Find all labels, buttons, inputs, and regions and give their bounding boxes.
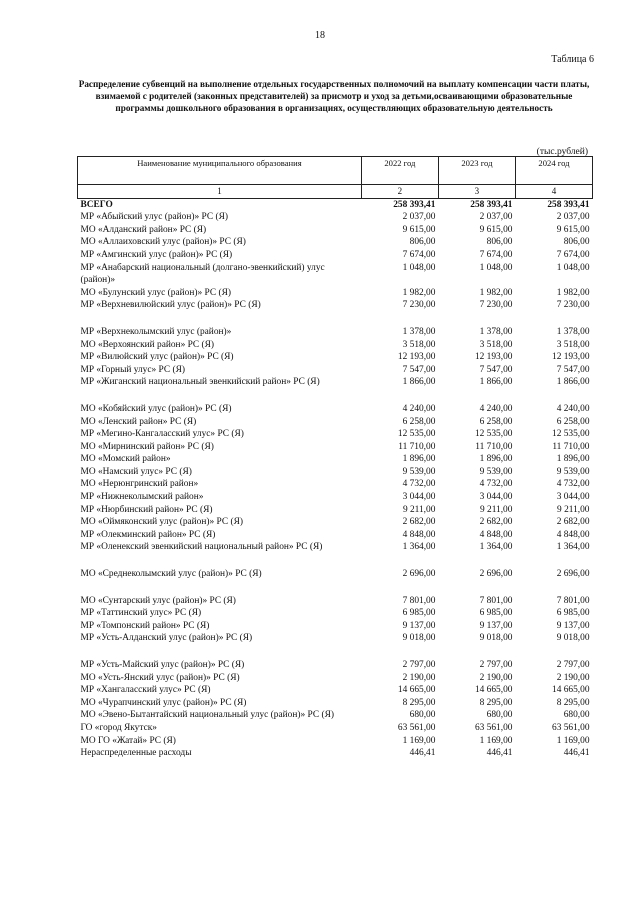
amount-2024: 9 018,00 <box>556 633 590 644</box>
amount-2022: 7 230,00 <box>402 300 436 311</box>
table-row <box>78 747 593 760</box>
table-row <box>78 351 593 364</box>
amount-2022: 2 190,00 <box>402 672 436 683</box>
table-row <box>78 541 593 554</box>
amount-2023: 9 137,00 <box>479 620 513 631</box>
column-number: 2 <box>361 185 438 199</box>
amount-2024: 1 048,00 <box>556 262 590 273</box>
municipality-name: МР «Мегино-Кангаласский улус» РС (Я) <box>80 429 244 440</box>
amount-2022: 4 240,00 <box>402 403 436 414</box>
amount-2022: 1 378,00 <box>402 326 436 337</box>
amount-2024: 3 044,00 <box>556 492 590 503</box>
table-row <box>78 262 593 287</box>
total-2023: 258 393,41 <box>470 199 513 210</box>
municipality-name: МР «Верхневилюйский улус (район)» РС (Я) <box>80 300 261 311</box>
amount-2022: 14 665,00 <box>397 685 436 696</box>
municipality-name: МО «Чурапчинский улус (район)» РС (Я) <box>80 697 247 708</box>
amount-2024: 4 848,00 <box>556 529 590 540</box>
amount-2023: 3 044,00 <box>479 492 513 503</box>
header-municipality: Наименование муниципального образования <box>78 157 362 185</box>
municipality-name: МО «Алданский район» РС (Я) <box>80 224 207 235</box>
municipality-name: МР «Усть-Майский улус (район)» РС (Я) <box>80 660 245 670</box>
amount-2022: 12 193,00 <box>397 352 436 363</box>
table-row <box>78 211 593 224</box>
amount-2022: 1 364,00 <box>402 542 436 553</box>
table-row <box>78 453 593 466</box>
table-row <box>78 659 593 672</box>
amount-2024: 2 037,00 <box>556 212 590 223</box>
municipality-name: МО «Оймяконский улус (район)» РС (Я) <box>80 517 243 528</box>
amount-2022: 2 037,00 <box>402 212 436 223</box>
table-row <box>78 287 593 300</box>
amount-2023: 2 682,00 <box>479 517 513 528</box>
table-row <box>78 607 593 620</box>
amount-2023: 1 364,00 <box>479 542 513 553</box>
municipality-name: МР «Оленекский эвенкийский национальный район» РС (Я) <box>80 542 323 553</box>
amount-2024: 14 665,00 <box>552 685 590 696</box>
total-row <box>78 198 593 211</box>
amount-2022: 1 896,00 <box>402 454 436 465</box>
table-row <box>78 709 593 722</box>
amount-2023: 3 518,00 <box>479 339 513 350</box>
municipality-name: МО «Мирнинский район» РС (Я) <box>80 441 214 452</box>
amount-2024: 1 169,00 <box>556 735 590 746</box>
amount-2024: 9 211,00 <box>557 504 590 515</box>
municipality-name: МО «Усть-Янский улус (район)» РС (Я) <box>80 672 240 683</box>
amount-2022: 4 848,00 <box>402 529 436 540</box>
page-number: 18 <box>315 30 325 41</box>
amount-2023: 2 696,00 <box>479 569 513 580</box>
amount-2024: 1 378,00 <box>556 326 590 337</box>
table-row <box>78 620 593 633</box>
amount-2024: 12 193,00 <box>552 352 590 363</box>
amount-2023: 1 982,00 <box>479 287 513 298</box>
table-row <box>78 249 593 262</box>
amount-2022: 9 137,00 <box>402 620 436 631</box>
municipality-name: МО «Нерюнгринский район» <box>80 479 199 490</box>
amount-2024: 2 696,00 <box>556 569 590 580</box>
table-row <box>78 632 593 645</box>
table-row <box>78 516 593 529</box>
amount-2022: 7 801,00 <box>402 595 436 606</box>
amount-2022: 9 539,00 <box>402 466 436 477</box>
amount-2024: 8 295,00 <box>556 697 590 708</box>
table-row <box>78 376 593 389</box>
amount-2022: 1 866,00 <box>402 377 436 388</box>
header-2023: 2023 год <box>438 157 515 185</box>
table-row <box>78 224 593 237</box>
amount-2023: 9 615,00 <box>479 224 513 235</box>
amount-2023: 1 896,00 <box>479 454 513 465</box>
amount-2023: 12 535,00 <box>474 429 513 440</box>
amount-2024: 2 797,00 <box>556 660 590 670</box>
amount-2024: 4 732,00 <box>556 479 590 490</box>
municipality-name: Нераспределенные расходы <box>80 748 192 759</box>
amount-2024: 2 190,00 <box>556 672 590 683</box>
spacer-cell <box>78 312 593 326</box>
amount-2023: 63 561,00 <box>474 722 513 733</box>
amount-2023: 6 258,00 <box>479 416 513 427</box>
table-row <box>78 722 593 735</box>
amount-2024: 1 866,00 <box>556 377 590 388</box>
municipality-name: МО «Сунтарский улус (район)» РС (Я) <box>80 595 236 606</box>
amount-2023: 7 801,00 <box>479 595 513 606</box>
municipality-name: МР «Хангаласский улус» РС (Я) <box>80 685 211 696</box>
amount-2024: 1 364,00 <box>556 542 590 553</box>
amount-2024: 2 682,00 <box>556 517 590 528</box>
municipality-name: МР «Нижнеколымский район» <box>80 492 204 503</box>
amount-2023: 2 797,00 <box>479 660 513 670</box>
municipality-name: МР «Верхнеколымский улус (район)» <box>80 326 232 337</box>
table-row <box>78 326 593 339</box>
amount-2022: 63 561,00 <box>397 722 436 733</box>
amount-2023: 1 866,00 <box>479 377 513 388</box>
spacer-cell <box>78 645 593 659</box>
table-row <box>78 568 593 581</box>
table-row <box>78 236 593 249</box>
column-number: 1 <box>78 185 362 199</box>
amount-2024: 12 535,00 <box>552 429 590 440</box>
municipality-name: МО «Момский район» <box>80 454 171 465</box>
table-row <box>78 364 593 377</box>
municipality-name: МР «Жиганский национальный эвенкийский район» РС (Я) <box>80 377 320 388</box>
spacer-cell <box>78 554 593 568</box>
amount-2022: 6 258,00 <box>402 416 436 427</box>
spacer-row <box>78 554 593 568</box>
municipality-name: МО «Верхоянский район» РС (Я) <box>80 339 215 350</box>
amount-2024: 7 230,00 <box>556 300 590 311</box>
amount-2022: 806,00 <box>409 237 436 248</box>
spacer-row <box>78 389 593 403</box>
table-row <box>78 339 593 352</box>
municipality-name: МР «Горный улус» РС (Я) <box>80 364 185 375</box>
amount-2022: 3 518,00 <box>402 339 436 350</box>
amount-2022: 12 535,00 <box>397 429 436 440</box>
municipality-name: МР «Усть-Алданский улус (район)» РС (Я) <box>80 633 253 644</box>
amount-2022: 11 710,00 <box>398 441 436 452</box>
table-row <box>78 441 593 454</box>
spacer-row <box>78 581 593 595</box>
amount-2024: 446,41 <box>563 748 590 759</box>
table-row <box>78 299 593 312</box>
amount-2024: 806,00 <box>563 237 590 248</box>
amount-2024: 63 561,00 <box>552 722 590 733</box>
subvention-table <box>77 156 593 760</box>
amount-2022: 2 797,00 <box>402 660 436 670</box>
amount-2022: 446,41 <box>409 748 436 759</box>
table-row <box>78 504 593 517</box>
amount-2023: 9 539,00 <box>479 466 513 477</box>
amount-2024: 6 258,00 <box>556 416 590 427</box>
municipality-name: МР «Олекминский район» РС (Я) <box>80 529 216 540</box>
units-label: (тыс.рублей) <box>536 147 588 157</box>
table-row <box>78 428 593 441</box>
document-title: Распределение субвенций на выполнение отдельных государственных полномочий на выплату компенсации части платы, взимаемой с родителей (законных представителей) за присмотр и уход за детьми,осваивающими образовательные программы дошкольного образования в организациях, осуществляющих образовательную деятельность <box>78 79 590 113</box>
municipality-name: МО «Ленский район» РС (Я) <box>80 416 197 427</box>
amount-2022: 7 547,00 <box>402 364 436 375</box>
amount-2023: 8 295,00 <box>479 697 513 708</box>
amount-2024: 1 896,00 <box>556 454 590 465</box>
spacer-cell <box>78 389 593 403</box>
spacer-cell <box>78 581 593 595</box>
amount-2023: 11 710,00 <box>475 441 513 452</box>
amount-2023: 4 848,00 <box>479 529 513 540</box>
table-row <box>78 684 593 697</box>
amount-2023: 2 037,00 <box>479 212 513 223</box>
amount-2023: 7 230,00 <box>479 300 513 311</box>
municipality-name: ГО «город Якутск» <box>80 722 157 733</box>
municipality-name: МО «Кобяйский улус (район)» РС (Я) <box>80 403 232 414</box>
municipality-name: МР «Вилюйский улус (район)» РС (Я) <box>80 352 234 363</box>
amount-2023: 12 193,00 <box>474 352 513 363</box>
amount-2022: 9 018,00 <box>402 633 436 644</box>
amount-2022: 9 615,00 <box>402 224 436 235</box>
municipality-name: МО «Среднеколымский улус (район)» РС (Я) <box>80 569 262 580</box>
header-2022: 2022 год <box>361 157 438 185</box>
amount-2022: 6 985,00 <box>402 608 436 619</box>
amount-2024: 11 710,00 <box>552 441 590 452</box>
total-2022: 258 393,41 <box>393 199 436 210</box>
municipality-name: МР «Нюрбинский район» РС (Я) <box>80 504 213 515</box>
amount-2023: 1 378,00 <box>479 326 513 337</box>
table-label: Таблица 6 <box>551 54 594 65</box>
amount-2023: 1 048,00 <box>479 262 513 273</box>
municipality-name: МР «Абыйский улус (район)» РС (Я) <box>80 212 228 223</box>
table-row <box>78 491 593 504</box>
amount-2022: 2 682,00 <box>402 517 436 528</box>
municipality-name: МО «Булунский улус (район)» РС (Я) <box>80 287 231 298</box>
amount-2023: 14 665,00 <box>474 685 513 696</box>
table-row <box>78 697 593 710</box>
amount-2023: 9 018,00 <box>479 633 513 644</box>
amount-2024: 3 518,00 <box>556 339 590 350</box>
amount-2023: 680,00 <box>486 710 513 721</box>
municipality-name: МР «Томпонский район» РС (Я) <box>80 620 210 631</box>
amount-2022: 3 044,00 <box>402 492 436 503</box>
amount-2022: 4 732,00 <box>402 479 436 490</box>
header-2024: 2024 год <box>515 157 592 185</box>
amount-2022: 680,00 <box>409 710 436 721</box>
total-label: ВСЕГО <box>80 199 113 210</box>
amount-2024: 1 982,00 <box>556 287 590 298</box>
amount-2023: 7 674,00 <box>479 249 513 260</box>
table-row <box>78 529 593 542</box>
column-number: 4 <box>515 185 592 199</box>
table-row <box>78 416 593 429</box>
amount-2022: 8 295,00 <box>402 697 436 708</box>
amount-2022: 9 211,00 <box>402 504 436 515</box>
municipality-name: МР «Таттинский улус» РС (Я) <box>80 608 202 619</box>
amount-2024: 4 240,00 <box>556 403 590 414</box>
amount-2023: 6 985,00 <box>479 608 513 619</box>
amount-2024: 680,00 <box>563 710 590 721</box>
municipality-name: МО «Эвено-Бытантайский национальный улус (район)» РС (Я) <box>80 710 334 721</box>
amount-2022: 1 048,00 <box>402 262 436 273</box>
municipality-name: МР «Анабарский национальный (долгано-эвенкийский) улус (район)» <box>80 262 325 286</box>
amount-2022: 1 982,00 <box>402 287 436 298</box>
amount-2024: 9 539,00 <box>556 466 590 477</box>
amount-2022: 7 674,00 <box>402 249 436 260</box>
spacer-row <box>78 312 593 326</box>
column-number: 3 <box>438 185 515 199</box>
amount-2024: 9 137,00 <box>556 620 590 631</box>
amount-2023: 1 169,00 <box>479 735 513 746</box>
spacer-row <box>78 645 593 659</box>
amount-2023: 9 211,00 <box>479 504 513 515</box>
column-number-row <box>78 185 593 199</box>
amount-2023: 446,41 <box>486 748 513 759</box>
amount-2023: 4 732,00 <box>479 479 513 490</box>
table-row <box>78 735 593 748</box>
table-row <box>78 672 593 685</box>
amount-2024: 7 547,00 <box>556 364 590 375</box>
total-2024: 258 393,41 <box>547 199 590 210</box>
municipality-name: МО ГО «Жатай» РС (Я) <box>80 735 176 746</box>
table-row <box>78 595 593 608</box>
table-row <box>78 478 593 491</box>
amount-2023: 806,00 <box>486 237 513 248</box>
amount-2024: 7 674,00 <box>556 249 590 260</box>
municipality-name: МО «Аллаиховский улус (район)» РС (Я) <box>80 237 246 248</box>
amount-2024: 9 615,00 <box>556 224 590 235</box>
table-header-row <box>78 157 593 185</box>
amount-2024: 7 801,00 <box>556 595 590 606</box>
table-row <box>78 403 593 416</box>
municipality-name: МР «Амгинский улус (район)» РС (Я) <box>80 249 233 260</box>
amount-2022: 2 696,00 <box>402 569 436 580</box>
amount-2023: 4 240,00 <box>479 403 513 414</box>
amount-2024: 6 985,00 <box>556 608 590 619</box>
table-row <box>78 466 593 479</box>
amount-2023: 7 547,00 <box>479 364 513 375</box>
amount-2022: 1 169,00 <box>402 735 436 746</box>
amount-2023: 2 190,00 <box>479 672 513 683</box>
municipality-name: МО «Намский улус» РС (Я) <box>80 466 192 477</box>
